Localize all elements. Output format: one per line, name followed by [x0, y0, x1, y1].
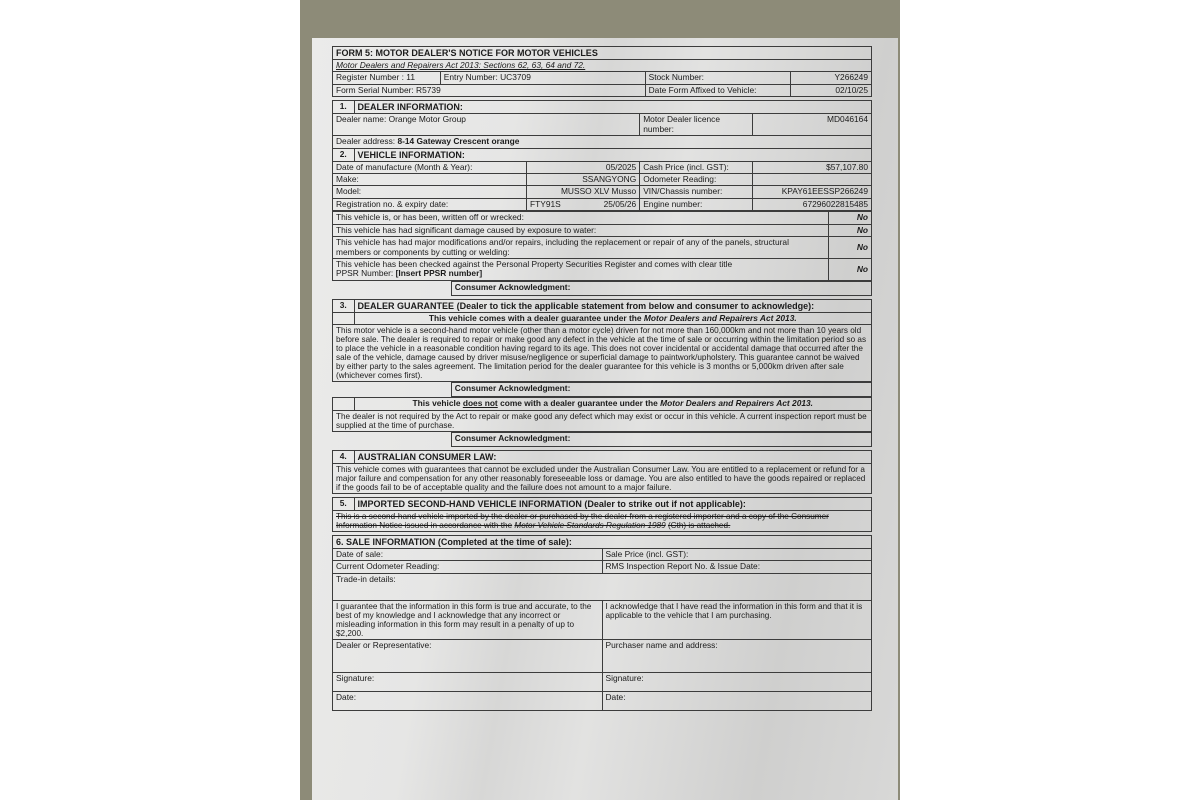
dealer-vehicle-section	[332, 100, 872, 211]
form-serial-value: R5739	[416, 84, 441, 95]
licence-label: Motor Dealer licence number:	[640, 114, 753, 136]
imported-section	[332, 497, 872, 532]
odometer-label: Odometer Reading:	[640, 174, 753, 186]
purchaser-name-address-field[interactable]: Purchaser name and address:	[602, 639, 872, 672]
imported-text-a: This is a second-hand vehicle imported by the dealer or purchased by the dealer from a registered importer and a copy of the Consumer Information Notice issued in accordance with the	[336, 511, 829, 530]
without-guarantee-emphasis: does not	[462, 398, 498, 409]
dom-label: Date of manufacture (Month & Year):	[333, 161, 527, 173]
dealer-address-cell	[333, 136, 872, 148]
declaration-text-cell	[333, 258, 829, 280]
dealer-date-field[interactable]: Date:	[333, 691, 603, 710]
current-odometer-field[interactable]: Current Odometer Reading:	[333, 561, 603, 573]
register-number-cell	[333, 72, 441, 84]
cash-price-label: Cash Price (incl. GST):	[640, 161, 753, 173]
ppsr-value: [Insert PPSR number]	[395, 268, 483, 279]
declaration-text: This vehicle is, or has been, written off or wrecked:	[333, 212, 829, 224]
odometer-value	[753, 174, 872, 186]
date-of-sale-field[interactable]: Date of sale:	[333, 549, 603, 561]
declaration-answer: No	[828, 224, 871, 236]
form-5-document	[332, 46, 872, 711]
with-guarantee-text: This motor vehicle is a second-hand motor vehicle (other than a motor cycle) driven for not more than 160,000km and not more than 10 years old before sale. The dealer is required to repair or make good any defect in the vehicle at the time of sale or occurring within the limitation period so as to place the vehicle in a reasonable condition having regard to its age. This does not cover incidental or accidental damage that occurred after the sale of the vehicle, damage caused by driver misuse/negligence or superficial damage to paintwork/upholstery. This guarantee cannot be waived by either party to the sales agreement. The limitation period for the dealer guarantee for this vehicle is 3 months or 5,000km driven after sale (whichever comes first).	[333, 325, 872, 382]
guarantee-section	[332, 299, 872, 383]
stock-number-value: Y266249	[791, 72, 872, 84]
acl-text: This vehicle comes with guarantees that cannot be excluded under the Australian Consumer Law. You are entitled to a replacement or refund for a major failure and compensation for any other reasonably foreseeable loss or damage. You are also entitled to have the goods repaired or replaced if the goods fail to be of acceptable quality and the failure does not amount to a major failure.	[333, 463, 872, 493]
declaration-row	[333, 212, 872, 224]
entry-number-label: Entry Number:	[443, 72, 498, 83]
declaration-row	[333, 224, 872, 236]
vehicle-section-number: 2.	[333, 148, 355, 161]
without-guarantee-checkbox[interactable]	[333, 398, 355, 410]
imported-heading: IMPORTED SECOND-HAND VEHICLE INFORMATION (Dealer to strike out if not applicable):	[354, 497, 871, 510]
rego-value: FTY91S	[530, 198, 561, 209]
rego-expiry-value: 25/05/26	[603, 198, 637, 209]
dealer-name-label: Dealer name:	[336, 114, 387, 125]
form-header	[332, 46, 872, 97]
rms-inspection-field[interactable]: RMS Inspection Report No. & Issue Date:	[602, 561, 872, 573]
stock-number-label: Stock Number:	[645, 72, 791, 84]
dealer-address-value: 8-14 Gateway Crescent orange	[397, 136, 520, 147]
sale-price-field[interactable]: Sale Price (incl. GST):	[602, 549, 872, 561]
without-guarantee-act: Motor Dealers and Repairers Act 2013.	[660, 398, 813, 409]
entry-number-cell	[440, 72, 645, 84]
purchaser-signature-field[interactable]: Signature:	[602, 672, 872, 691]
without-guarantee-text: The dealer is not required by the Act to repair or make good any defect which may exist or occur in this vehicle. A current inspection report must be supplied at the time of purchase.	[333, 410, 872, 431]
declaration-row	[333, 258, 872, 280]
entry-number-value: UC3709	[500, 72, 531, 83]
purchaser-date-field[interactable]: Date:	[602, 691, 872, 710]
guarantee-ack-2	[451, 432, 872, 447]
without-guarantee-prefix: This vehicle	[412, 398, 461, 409]
trade-in-field[interactable]: Trade-in details:	[333, 573, 872, 600]
date-affixed-label: Date Form Affixed to Vehicle:	[645, 84, 791, 96]
vehicle-section-heading: VEHICLE INFORMATION:	[354, 148, 871, 161]
guarantee-ack-1	[451, 382, 872, 397]
guarantee-heading: DEALER GUARANTEE	[357, 300, 455, 311]
declaration-answer: No	[828, 237, 871, 259]
engine-value: 67296022815485	[753, 198, 872, 210]
model-value: MUSSO XLV Musso	[527, 186, 640, 198]
without-guarantee	[332, 397, 872, 431]
declaration-row	[333, 237, 872, 259]
with-guarantee-statement	[354, 312, 871, 324]
imported-regulation: Motor Vehicle Standards Regulation 1989	[514, 520, 666, 530]
cash-price-value: $57,107.80	[753, 161, 872, 173]
rego-cell	[527, 198, 640, 210]
register-number-value: 11	[406, 72, 415, 83]
without-guarantee-statement	[354, 398, 871, 410]
declaration-answer: No	[828, 258, 871, 280]
form-title: FORM 5: MOTOR DEALER'S NOTICE FOR MOTOR VEHICLES	[333, 47, 872, 60]
engine-label: Engine number:	[640, 198, 753, 210]
dealer-section-number: 1.	[333, 101, 355, 114]
acl-section	[332, 450, 872, 494]
make-value: SSANGYONG	[527, 174, 640, 186]
ppsr-label: PPSR Number:	[336, 268, 394, 279]
consumer-acknowledgment-field[interactable]: Consumer Acknowledgment:	[451, 281, 871, 295]
with-guarantee-act: Motor Dealers and Repairers Act 2013.	[643, 312, 797, 323]
vin-value: KPAY61EESSP266249	[753, 186, 872, 198]
dealer-name-cell	[333, 114, 640, 136]
dom-value: 05/2025	[527, 161, 640, 173]
guarantee-section-number: 3.	[333, 299, 355, 312]
imported-section-number: 5.	[333, 497, 355, 510]
declaration-text: This vehicle has had major modifications and/or repairs, including the replacement or repair of any of the panels, structural members or components by cutting or welding:	[333, 237, 829, 259]
vehicle-acknowledgment	[451, 281, 872, 296]
model-label: Model:	[333, 186, 527, 198]
imported-text-b: (Cth) is attached.	[667, 520, 731, 530]
act-line: Motor Dealers and Repairers Act 2013: Sections 62, 63, 64 and 72.	[333, 60, 872, 72]
dealer-signature-field[interactable]: Signature:	[333, 672, 603, 691]
consumer-acknowledgment-field[interactable]: Consumer Acknowledgment:	[451, 432, 871, 446]
dealer-name-value: Orange Motor Group	[388, 114, 466, 125]
form-serial-label: Form Serial Number:	[336, 84, 414, 95]
date-affixed-value: 02/10/25	[791, 84, 872, 96]
consumer-acknowledgment-field[interactable]: Consumer Acknowledgment:	[451, 383, 871, 397]
purchaser-declaration: I acknowledge that I have read the information in this form and that it is applicable to the vehicle that I am purchasing.	[602, 600, 872, 639]
dealer-declaration: I guarantee that the information in this form is true and accurate, to the best of my knowledge and I acknowledge that any incorrect or misleading information in this form may result in a penalty of up to $2,200.	[333, 600, 603, 639]
acl-heading: AUSTRALIAN CONSUMER LAW:	[354, 450, 871, 463]
make-label: Make:	[333, 174, 527, 186]
register-number-label: Register Number :	[336, 72, 404, 83]
licence-value: MD046164	[753, 114, 872, 136]
dealer-address-label: Dealer address:	[336, 136, 396, 147]
declaration-text: This vehicle has had significant damage caused by exposure to water:	[333, 224, 829, 236]
with-guarantee-checkbox[interactable]	[333, 312, 355, 324]
sale-section	[332, 535, 872, 711]
imported-text-cell	[333, 510, 872, 531]
sale-heading: 6. SALE INFORMATION (Completed at the time of sale):	[333, 535, 872, 548]
dealer-representative-field[interactable]: Dealer or Representative:	[333, 639, 603, 672]
form-serial-cell	[333, 84, 646, 96]
guarantee-heading-cell	[354, 299, 871, 312]
with-guarantee-prefix: This vehicle comes with a dealer guarantee under the	[428, 312, 642, 323]
acl-section-number: 4.	[333, 450, 355, 463]
vehicle-declarations	[332, 211, 872, 280]
guarantee-heading-note: (Dealer to tick the applicable statement from below and consumer to acknowledge):	[456, 300, 815, 311]
without-guarantee-mid: come with a dealer guarantee under the	[500, 398, 658, 409]
vin-label: VIN/Chassis number:	[640, 186, 753, 198]
paper-sheet	[312, 38, 898, 800]
dealer-section-heading: DEALER INFORMATION:	[354, 101, 871, 114]
declaration-answer: No	[828, 212, 871, 224]
declaration-text: This vehicle has been checked against the Personal Property Securities Register and comes with clear title	[336, 258, 733, 269]
rego-label: Registration no. & expiry date:	[333, 198, 527, 210]
